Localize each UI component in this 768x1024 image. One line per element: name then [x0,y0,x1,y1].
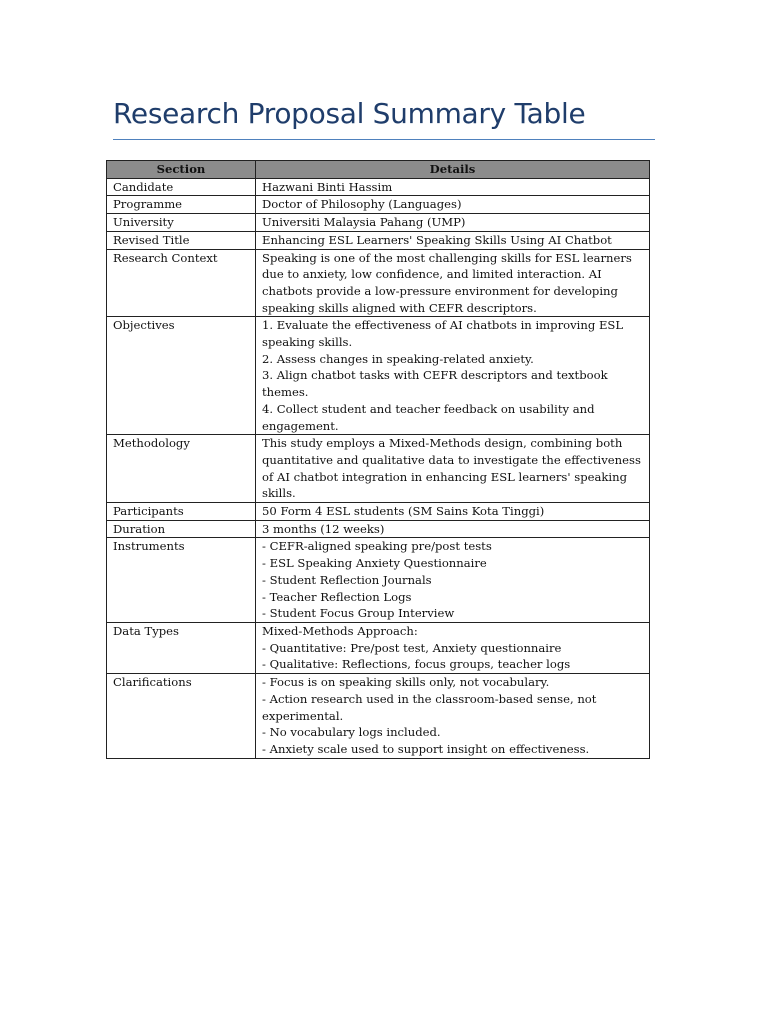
details-line: - Quantitative: Pre/post test, Anxiety questionnaire [262,640,562,655]
row-section-label: Objectives [107,317,256,435]
title-underline-rule [113,139,655,140]
table-row [107,622,650,673]
details-line: - CEFR-aligned speaking pre/post tests [262,539,492,554]
table-row [107,503,650,521]
details-line: - Student Reflection Journals [262,572,432,587]
table-row [107,674,650,759]
row-details-cell [256,317,650,435]
row-section-label: Research Context [107,249,256,317]
table-row [107,249,650,317]
row-section-label: Data Types [107,622,256,673]
details-line: - Qualitative: Reflections, focus groups, teacher logs [262,657,571,672]
row-details-cell [256,196,650,214]
table-row [107,178,650,196]
row-details-cell [256,435,650,503]
row-details-cell [256,520,650,538]
row-section-label: Methodology [107,435,256,503]
row-section-label: Instruments [107,538,256,623]
row-section-label: Clarifications [107,674,256,759]
row-section-label: Revised Title [107,231,256,249]
details-line: - Focus is on speaking skills only, not vocabulary. [262,675,550,690]
table-row [107,538,650,623]
row-details-cell [256,674,650,759]
row-section-label: Candidate [107,178,256,196]
row-details-cell [256,231,650,249]
details-line: 50 Form 4 ESL students (SM Sains Kota Tinggi) [262,504,545,519]
details-line: - Teacher Reflection Logs [262,589,412,604]
row-section-label: Duration [107,520,256,538]
details-line: Speaking is one of the most challenging skills for ESL learners due to anxiety, low confidence, and limited interaction. AI chatbots provide a low-pressure environment for developing speaking skills aligned with CEFR descriptors. [262,250,632,315]
row-details-cell [256,178,650,196]
details-line: Mixed-Methods Approach: [262,623,418,638]
table-row [107,520,650,538]
table-row [107,317,650,435]
details-line: 4. Collect student and teacher feedback on usability and engagement. [262,401,595,433]
details-line: Hazwani Binti Hassim [262,179,393,194]
table-body [107,178,650,758]
row-section-label: Participants [107,503,256,521]
details-line: This study employs a Mixed-Methods design, combining both quantitative and qualitative data to investigate the effectiveness of AI chatbot integration in enhancing ESL learners' speaking skills. [262,436,641,501]
details-line: - Anxiety scale used to support insight on effectiveness. [262,741,590,756]
summary-table [106,160,650,759]
column-header-details: Details [256,161,650,179]
details-line: - Student Focus Group Interview [262,606,455,621]
details-line: 3 months (12 weeks) [262,521,385,536]
column-header-section: Section [107,161,256,179]
table-row [107,231,650,249]
row-section-label: Programme [107,196,256,214]
details-line: Doctor of Philosophy (Languages) [262,197,462,212]
row-details-cell [256,214,650,232]
row-details-cell [256,622,650,673]
details-line: 1. Evaluate the effectiveness of AI chatbots in improving ESL speaking skills. [262,318,624,350]
details-line: Universiti Malaysia Pahang (UMP) [262,215,466,230]
table-header-row [107,161,650,179]
row-section-label: University [107,214,256,232]
details-line: Enhancing ESL Learners' Speaking Skills Using AI Chatbot [262,232,612,247]
details-line: 2. Assess changes in speaking-related anxiety. [262,351,534,366]
page-title: Research Proposal Summary Table [113,97,586,130]
details-line: - Action research used in the classroom-based sense, not experimental. [262,691,597,723]
table-row [107,196,650,214]
table-row [107,214,650,232]
row-details-cell [256,538,650,623]
row-details-cell [256,503,650,521]
row-details-cell [256,249,650,317]
details-line: - No vocabulary logs included. [262,725,441,740]
details-line: 3. Align chatbot tasks with CEFR descriptors and textbook themes. [262,368,608,400]
details-line: - ESL Speaking Anxiety Questionnaire [262,556,487,571]
table-row [107,435,650,503]
